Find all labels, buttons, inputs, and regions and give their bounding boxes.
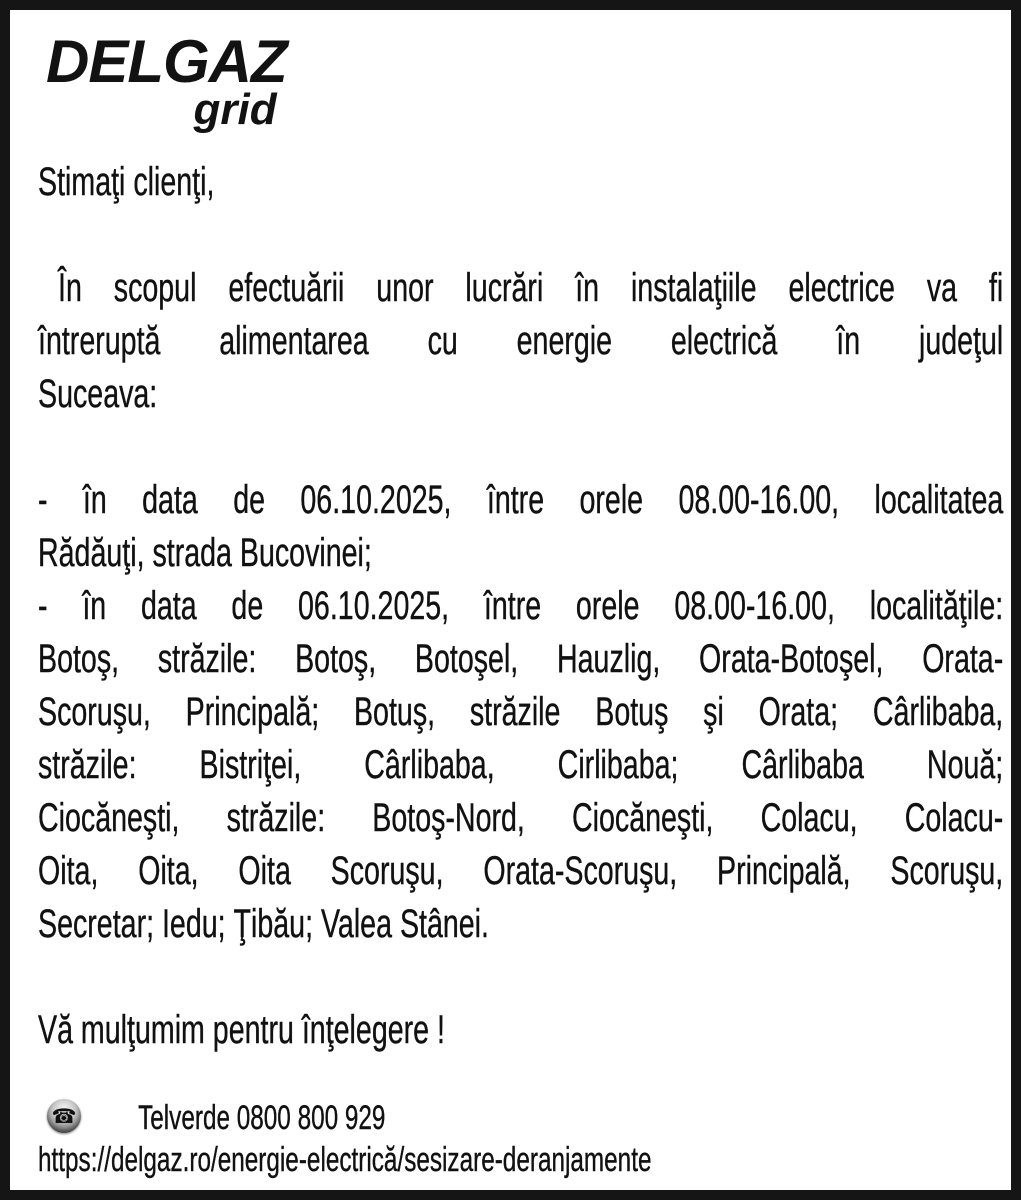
spacer <box>38 421 1003 474</box>
closing-text: Vă mulţumim pentru înţelegere ! <box>38 1008 445 1052</box>
body-line: Suceava: <box>38 372 158 416</box>
notice-body <box>38 156 1003 1181</box>
spacer <box>38 209 1003 262</box>
body-line: Oita, Oita, Oita Scoruşu, Orata-Scoruşu, Principală, Scoruşu, <box>38 849 1004 893</box>
body-line: Rădăuţi, strada Bucovinei; <box>38 531 372 575</box>
telverde-phone-label: Telverde 0800 800 929 <box>138 1099 386 1137</box>
report-url-text: https://delgaz.ro/energie-electrică/sesizare-deranjamente <box>38 1141 652 1179</box>
spacer <box>38 1057 1003 1097</box>
body-line: - în data de 06.10.2025, între orele 08.00-16.00, localităţile: <box>38 584 1004 628</box>
delgaz-grid-logo <box>46 28 287 134</box>
body-line: Botoş, străzile: Botoş, Botoşel, Hauzlig, Orata-Botoşel, Orata- <box>38 637 1004 681</box>
telephone-icon <box>47 1099 81 1133</box>
body-line: - în data de 06.10.2025, între orele 08.00-16.00, localitatea <box>38 478 1004 522</box>
body-line: întreruptă alimentarea cu energie electrică în judeţul <box>38 319 1004 363</box>
telephone-glyph: ☎ <box>51 1104 77 1128</box>
body-line: Ciocăneşti, străzile: Botoş-Nord, Ciocăneşti, Colacu, Colacu- <box>38 796 1004 840</box>
body-line: străzile: Bistriţei, Cârlibaba, Cirlibaba; Cârlibaba Nouă; <box>38 743 1004 787</box>
body-line: Scoruşu, Principală; Botuş, străzile Botuş şi Orata; Cârlibaba, <box>38 690 1004 734</box>
logo-brand-text: DELGAZ <box>46 28 287 95</box>
body-line: În scopul efectuării unor lucrări în instalaţiile electrice va fi <box>58 266 1004 310</box>
spacer <box>38 951 1003 1004</box>
greeting-text: Stimaţi clienţi, <box>38 160 215 204</box>
logo-grid-text: grid <box>193 85 277 134</box>
body-line: Secretar; Iedu; Ţibău; Valea Stânei. <box>38 902 489 946</box>
